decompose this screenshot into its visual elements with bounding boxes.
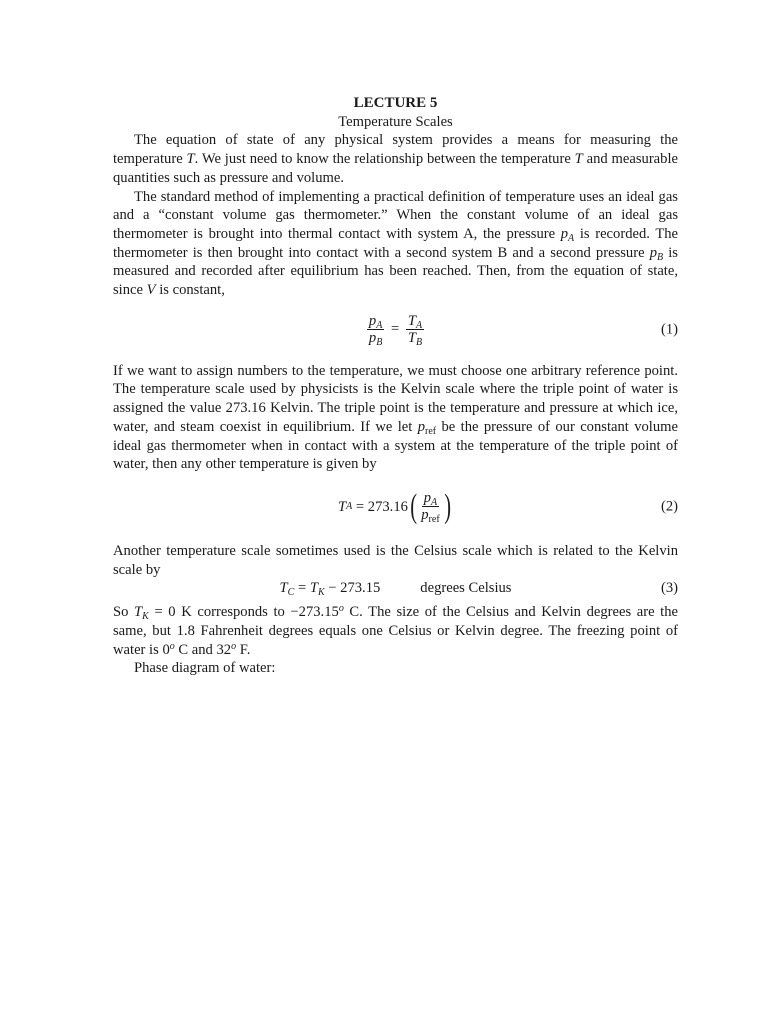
paragraph-5: So $T_K = 0$ K corresponds to $-273.15^o$ C. The size of the Celsius and Kelvin degrees are the same, but 1.8 Fahrenheit degrees equals one Celsius or Kelvin degree. The freezing point of water is 0$^o$ C and 32$^o$ F. (113, 603, 679, 658)
equation-1-number: (1) (660, 321, 678, 338)
paragraph-3: If we want to assign numbers to the temperature, we must choose one arbitrary reference point. The temperature scale used by physicists is the Kelvin scale where the triple point of water is assigned the value 273.16 Kelvin. The triple point is the temperature and pressure at which ice, water, and steam coexist in equilibrium. If we let $p_{ref}$ be the pressure of our constant volume ideal gas thermometer when in contact with a system at the temperature of the triple point of water, then any other temperature is given by (113, 362, 678, 473)
lecture-title: LECTURE 5 (353, 95, 438, 111)
equation-1: $\frac{p_A}{p_B}$ = $\frac{T_A}{T_B}$ (1) (368, 313, 678, 349)
document-page (113, 94, 678, 678)
paragraph-2: The standard method of implementing a practical definition of temperature uses an ideal gas and a “constant volume gas thermometer.” When the constant volume of an ideal gas thermometer is brought into thermal contact with system A, the pressure $p_A$ is recorded. The thermometer is then brought into contact with a second system B and a second pressure $p_B$ is measured and recorded after equilibrium has been reached. Then, from the equation of state, since V is constant, (113, 188, 679, 299)
section-subtitle: Temperature Scales (338, 113, 453, 130)
equation-2: T A = 273.16 ( $\frac{p_A}{p_{ref}}$ ) (2) (338, 487, 678, 526)
equation-3-number: (3) (660, 580, 678, 597)
equation-2-number: (2) (660, 498, 678, 515)
paragraph-4: Another temperature scale sometimes used is the Celsius scale which is related to the Kelvin scale by (113, 542, 678, 578)
paragraph-1: The equation of state of any physical system provides a means for measuring the temperature T. We just need to know the relationship between the temperature T and measurable quantities such as pressure and volume. (113, 132, 678, 186)
paragraph-6: Phase diagram of water: (134, 660, 276, 677)
equation-3: $T_C = T_K - 273.15$ degrees Celsius (3) (279, 580, 678, 599)
